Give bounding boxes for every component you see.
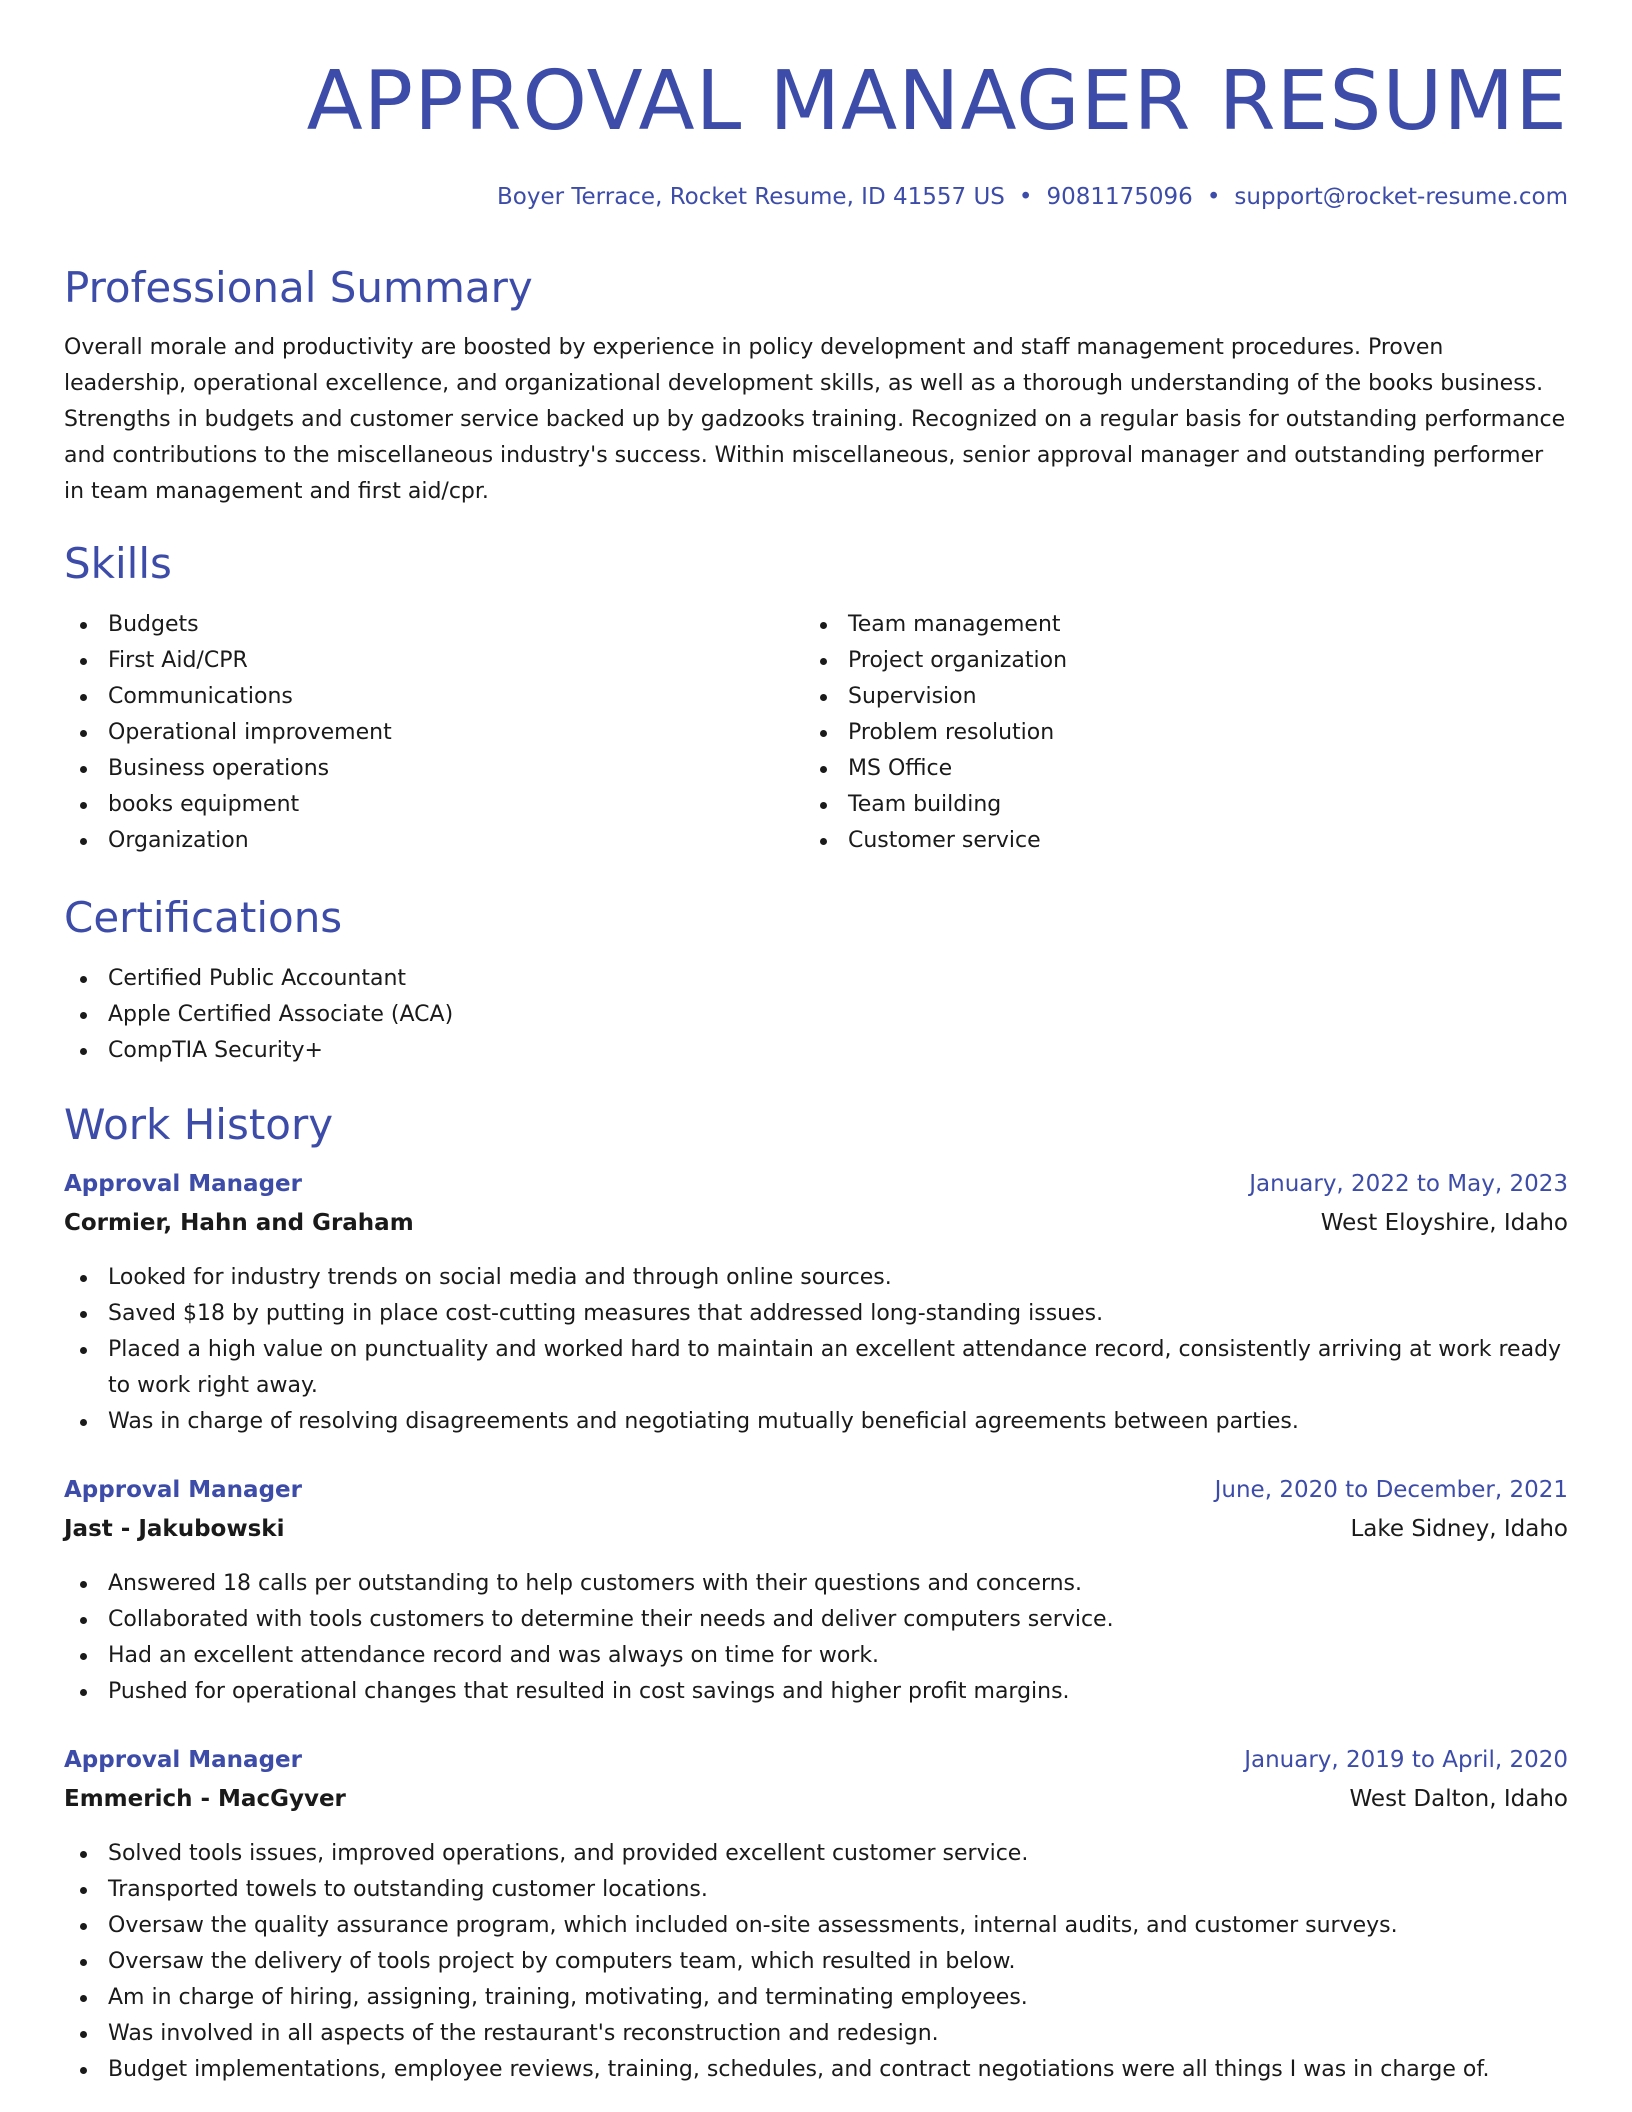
certifications-list bbox=[64, 961, 1568, 1069]
certification-item: Apple Certified Associate (ACA) bbox=[64, 997, 1568, 1033]
job-bullets bbox=[64, 1836, 1568, 2088]
work-history-heading: Work History bbox=[64, 1100, 334, 1149]
job-header bbox=[64, 1472, 1568, 1508]
job-title: Approval Manager bbox=[64, 1171, 302, 1197]
job-bullet: Collaborated with tools customers to determine their needs and deliver computers service. bbox=[64, 1602, 1568, 1638]
job-bullet: Pushed for operational changes that resulted in cost savings and higher profit margins. bbox=[64, 1674, 1568, 1710]
skill-item: Team management bbox=[804, 607, 1568, 643]
job-company: Cormier, Hahn and Graham bbox=[64, 1210, 414, 1236]
skill-item: Organization bbox=[64, 823, 784, 859]
job-bullet: Transported towels to outstanding customer locations. bbox=[64, 1872, 1568, 1908]
job-subheader bbox=[64, 1205, 1568, 1241]
job-location: West Dalton, Idaho bbox=[1349, 1786, 1568, 1812]
job-bullets bbox=[64, 1566, 1568, 1710]
job-bullet: Was involved in all aspects of the restaurant's reconstruction and redesign. bbox=[64, 2016, 1568, 2052]
skill-item: Supervision bbox=[804, 679, 1568, 715]
job-bullet: Was in charge of resolving disagreements and negotiating mutually beneficial agreements between parties. bbox=[64, 1404, 1568, 1440]
skills-heading: Skills bbox=[64, 539, 172, 588]
skill-item: Project organization bbox=[804, 643, 1568, 679]
skill-item: Team building bbox=[804, 787, 1568, 823]
skill-item: MS Office bbox=[804, 751, 1568, 787]
job-bullet: Budget implementations, employee reviews, training, schedules, and contract negotiations were all things I was in charge of. bbox=[64, 2052, 1568, 2088]
certification-item: Certified Public Accountant bbox=[64, 961, 1568, 997]
job-bullets bbox=[64, 1260, 1568, 1440]
job-company: Jast - Jakubowski bbox=[64, 1516, 285, 1542]
job-header bbox=[64, 1742, 1568, 1778]
skill-item: Budgets bbox=[64, 607, 784, 643]
job-bullet: Oversaw the quality assurance program, which included on-site assessments, internal audits, and customer surveys. bbox=[64, 1908, 1568, 1944]
skill-item: books equipment bbox=[64, 787, 784, 823]
contact-separator: • bbox=[1018, 184, 1033, 210]
job-dates: June, 2020 to December, 2021 bbox=[1214, 1477, 1568, 1503]
resume-page bbox=[64, 0, 1568, 2112]
job-bullet: Solved tools issues, improved operations, and provided excellent customer service. bbox=[64, 1836, 1568, 1872]
job-bullet: Placed a high value on punctuality and worked hard to maintain an excellent attendance record, consistently arriving at work ready to work right away. bbox=[64, 1332, 1568, 1404]
job-location: Lake Sidney, Idaho bbox=[1350, 1516, 1568, 1542]
job-title: Approval Manager bbox=[64, 1477, 302, 1503]
contact-email[interactable]: support@rocket-resume.com bbox=[1234, 184, 1568, 210]
summary-text: Overall morale and productivity are boosted by experience in policy development and staff management procedures. Proven leadership, operational excellence, and organizational development skills, as well as a thorough understanding of the books business. Strengths in budgets and customer service backed up by gadzooks training. Recognized on a regular basis for outstanding performance and contributions to the miscellaneous industry's success. Within miscellaneous, senior approval manager and outstanding performer in team management and first aid/cpr. bbox=[64, 335, 1566, 504]
job-subheader bbox=[64, 1511, 1568, 1547]
contact-phone: 9081175096 bbox=[1046, 184, 1193, 210]
job-subheader bbox=[64, 1781, 1568, 1817]
job-header bbox=[64, 1166, 1568, 1202]
skills-list-left bbox=[64, 607, 784, 859]
job-bullet: Answered 18 calls per outstanding to help customers with their questions and concerns. bbox=[64, 1566, 1568, 1602]
skills-list-right bbox=[804, 607, 1568, 859]
summary-heading: Professional Summary bbox=[64, 263, 533, 312]
certifications-heading: Certifications bbox=[64, 893, 343, 942]
contact-separator: • bbox=[1206, 184, 1221, 210]
certification-item: CompTIA Security+ bbox=[64, 1033, 1568, 1069]
skill-item: Operational improvement bbox=[64, 715, 784, 751]
job-bullet: Am in charge of hiring, assigning, training, motivating, and terminating employees. bbox=[64, 1980, 1568, 2016]
job-bullet: Had an excellent attendance record and was always on time for work. bbox=[64, 1638, 1568, 1674]
resume-title: APPROVAL MANAGER RESUME bbox=[306, 54, 1568, 149]
skill-item: Customer service bbox=[804, 823, 1568, 859]
job-company: Emmerich - MacGyver bbox=[64, 1786, 346, 1812]
job-dates: January, 2022 to May, 2023 bbox=[1249, 1171, 1568, 1197]
job-dates: January, 2019 to April, 2020 bbox=[1244, 1747, 1568, 1773]
job-bullet: Looked for industry trends on social media and through online sources. bbox=[64, 1260, 1568, 1296]
skill-item: Communications bbox=[64, 679, 784, 715]
job-location: West Eloyshire, Idaho bbox=[1320, 1210, 1568, 1236]
skill-item: Business operations bbox=[64, 751, 784, 787]
contact-address: Boyer Terrace, Rocket Resume, ID 41557 US bbox=[497, 184, 1005, 210]
skill-item: First Aid/CPR bbox=[64, 643, 784, 679]
job-title: Approval Manager bbox=[64, 1747, 302, 1773]
job-bullet: Oversaw the delivery of tools project by computers team, which resulted in below. bbox=[64, 1944, 1568, 1980]
job-bullet: Saved $18 by putting in place cost-cutting measures that addressed long-standing issues. bbox=[64, 1296, 1568, 1332]
skill-item: Problem resolution bbox=[804, 715, 1568, 751]
contact-line bbox=[497, 180, 1568, 214]
